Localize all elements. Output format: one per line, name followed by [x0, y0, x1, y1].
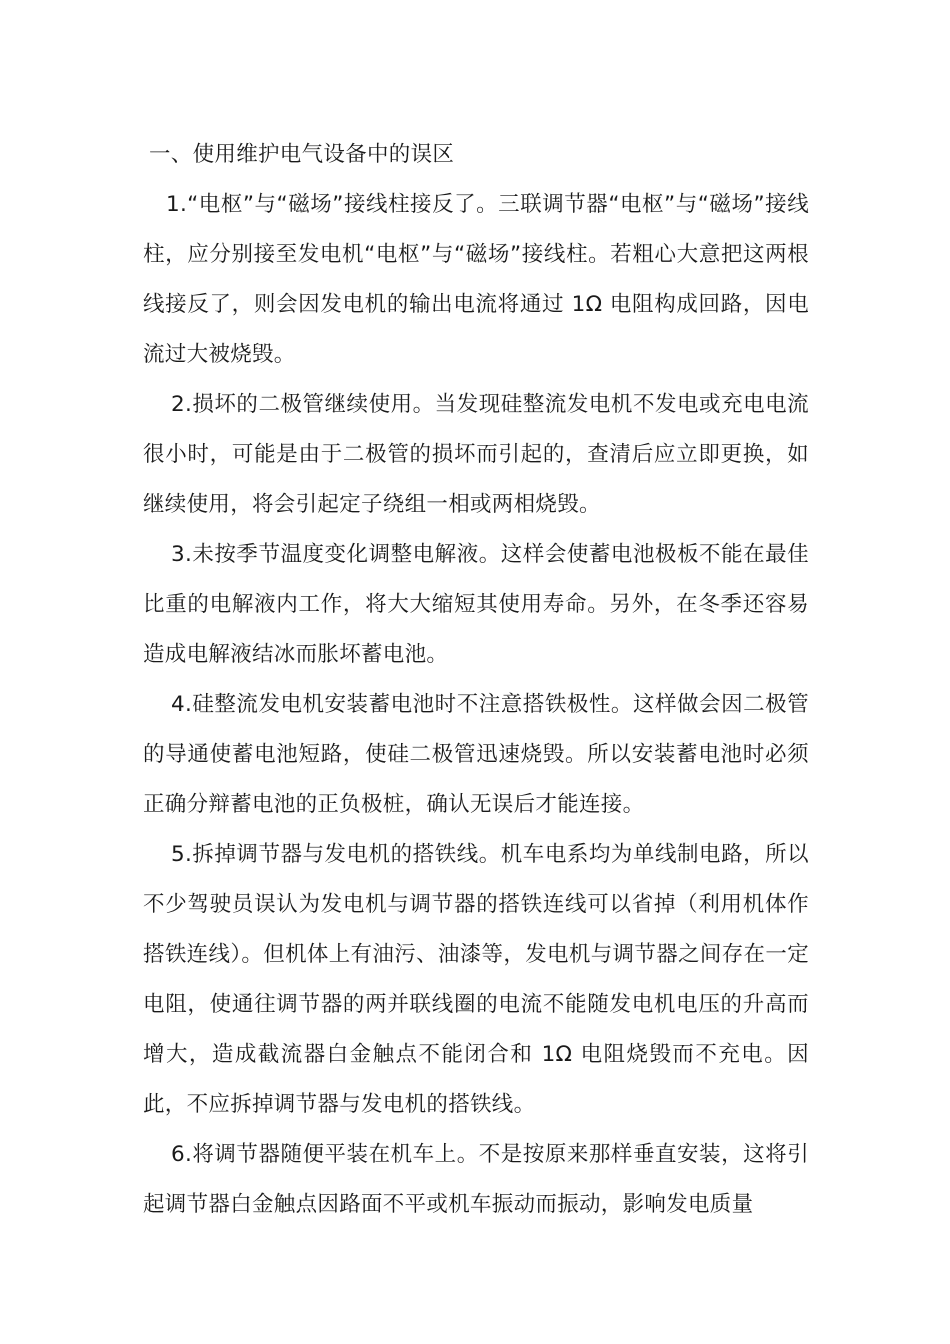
- section-heading: 一、使用维护电气设备中的误区: [149, 142, 455, 167]
- paragraph-5: 5.拆掉调节器与发电机的搭铁线。机车电系均为单线制电路，所以不少驾驶员误认为发电机与调节器的搭铁连线可以省掉（利用机体作搭铁连线）。但机体上有油污、油漆等，发电机与调节器之间存在一定电阻，使通往调节器的两并联线圈的电流不能随发电机电压的升高而增大，造成截流器白金触点不能闭合和 1Ω 电阻烧毁而不充电。因此，不应拆掉调节器与发电机的搭铁线。: [143, 842, 809, 1117]
- paragraph-4: 4.硅整流发电机安装蓄电池时不注意搭铁极性。这样做会因二极管的导通使蓄电池短路，使硅二极管迅速烧毁。所以安装蓄电池时必须正确分辩蓄电池的正负极桩，确认无误后才能连接。: [143, 692, 809, 817]
- paragraph-3: 3.未按季节温度变化调整电解液。这样会使蓄电池极板不能在最佳比重的电解液内工作，将大大缩短其使用寿命。另外，在冬季还容易造成电解液结冰而胀坏蓄电池。: [143, 542, 809, 667]
- paragraph-2: 2.损坏的二极管继续使用。当发现硅整流发电机不发电或充电电流很小时，可能是由于二极管的损坏而引起的，查清后应立即更换，如继续使用，将会引起定子绕组一相或两相烧毁。: [143, 392, 809, 517]
- paragraph-1: 1.“电枢”与“磁场”接线柱接反了。三联调节器“电枢”与“磁场”接线柱，应分别接至发电机“电枢”与“磁场”接线柱。若粗心大意把这两根线接反了，则会因发电机的输出电流将通过 1Ω 电阻构成回路，因电流过大被烧毁。: [143, 192, 809, 367]
- paragraph-6: 6.将调节器随便平装在机车上。不是按原来那样垂直安装，这将引起调节器白金触点因路面不平或机车振动而振动，影响发电质量: [143, 1142, 809, 1217]
- document-body: [143, 130, 809, 1230]
